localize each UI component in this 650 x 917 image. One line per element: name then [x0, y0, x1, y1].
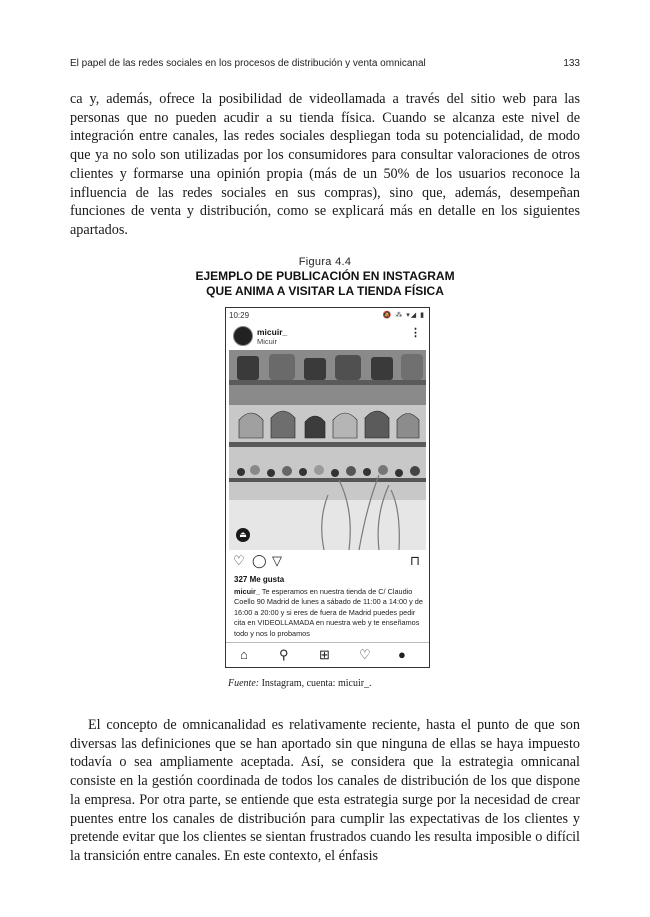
status-time: 10:29	[229, 311, 250, 320]
post-caption	[234, 587, 424, 639]
likes-count: 327 Me gusta	[234, 575, 285, 584]
figure-source	[228, 678, 372, 689]
post-photo	[229, 350, 426, 550]
search-icon[interactable]: ⚲	[279, 647, 289, 662]
body-paragraph-1: ca y, además, ofrece la posibilidad de videollamada a través del sitio web para las personas que no pueden acudir a su tienda física. Cuando se alcanza este nivel de integración entre canales, las redes sociales despliegan toda su potencialidad, de modo que ya no solo son utilizadas por los consumidores para consultar valoraciones de otros clientes y formarse una opinión propia (más de un 50% de los usuarios reconoce la influencia de las redes sociales en sus compras), sino que, además, desempeñan funciones de venta y distribución, como se explicará más en detalle en los siguientes apartados.	[70, 91, 580, 238]
avatar	[233, 326, 253, 346]
post-actions	[226, 553, 429, 573]
status-bar	[226, 308, 429, 323]
post-fullname: Micuir	[257, 337, 277, 346]
bottom-nav	[226, 642, 429, 668]
status-icons: 🔕 ⁂ ▾◢ ▮	[382, 312, 425, 319]
page-number: 133	[563, 58, 580, 69]
shopping-bag-icon: ⏏	[236, 528, 250, 542]
bookmark-icon[interactable]: ⊓	[409, 553, 420, 568]
body-paragraph-2: El concepto de omnicanalidad es relativamente reciente, hasta el punto de que son diversas las definiciones que se han aportado sin que ninguna de ellas se haya impuesto todavía o sea ampliamente aceptada. Así, se considera que la estrategia omnicanal consiste en la gestión coordinada de todos los canales de distribución de los que dispone la empresa. Por otra parte, se entiende que esta estrategia surge por la necesidad de crear puentes entre los canales de distribución para cumplir las expectativas de los clientes y pretende evitar que los clientes se sientan frustrados cuando les resulta imposible o difícil la transición entre canales. En este contexto, el énfasis	[70, 717, 580, 864]
add-post-icon[interactable]: ⊞	[319, 647, 330, 662]
figure-title	[0, 269, 650, 299]
activity-icon[interactable]: ♡	[359, 647, 371, 662]
caption-username: micuir_	[234, 587, 260, 596]
source-label: Fuente:	[228, 678, 260, 689]
figure-label: Figura 4.4	[298, 256, 352, 268]
home-icon[interactable]: ⌂	[240, 647, 248, 662]
figure-title-line-2: QUE ANIMA A VISITAR LA TIENDA FÍSICA	[206, 284, 444, 298]
figure-title-line-1: EJEMPLO DE PUBLICACIÓN EN INSTAGRAM	[195, 269, 455, 283]
more-options-icon: ⋮	[410, 327, 421, 339]
running-head-title: El papel de las redes sociales en los procesos de distribución y venta omnicanal	[70, 58, 426, 69]
instagram-screenshot	[225, 307, 430, 668]
caption-text: Te esperamos en nuestra tienda de C/ Claudio Coello 90 Madrid de lunes a sábado de 11:00 a 14:00 y de 16:00 a 20:00 y si eres de fuera de Madrid puedes pedir cita en VIDEOLLAMADA en nuestra web y te enseñamos todo y nos lo probamos	[234, 587, 423, 638]
profile-icon[interactable]: ●	[398, 647, 406, 662]
comment-icon[interactable]: ◯	[252, 553, 267, 568]
like-icon[interactable]: ♡	[233, 553, 245, 568]
source-text: Instagram, cuenta: micuir_.	[259, 678, 372, 689]
share-icon[interactable]: ▽	[272, 553, 282, 568]
post-username: micuir_	[257, 327, 288, 337]
running-head	[70, 58, 580, 72]
